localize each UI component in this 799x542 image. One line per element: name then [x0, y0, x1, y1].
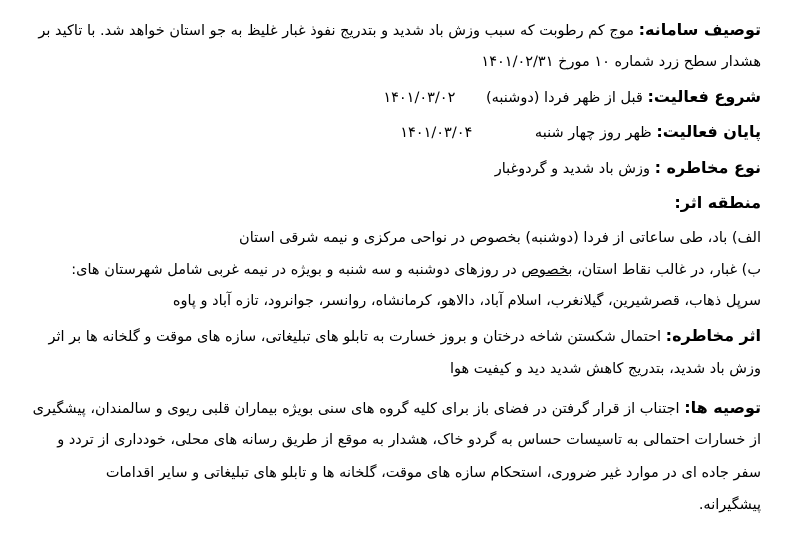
hazard-effect-text-2: وزش باد شدید، بتدریج کاهش شدید دید و کیفیت هوا: [450, 361, 761, 377]
end-activity-text: ظهر روز چهار شنبه: [534, 125, 652, 141]
description-label: توصیف سامانه:: [638, 20, 761, 39]
recommendations-text-4: پیشگیرانه.: [698, 497, 761, 513]
impact-area-item-b-start: ب) غبار، در غالب نقاط استان،: [576, 262, 761, 278]
hazard-effect-line-2: [450, 358, 761, 380]
recommendations-text-3: سفر جاده ای در موارد غیر ضروری، استحکام سازه های موقت، گلخانه ها و تابلو های تبلیغاتی و سایر اقدامات: [105, 465, 761, 481]
description-line-1: [38, 19, 761, 42]
impact-area-heading: [674, 192, 761, 215]
hazard-effect-line-1: [48, 325, 761, 348]
impact-area-item-b-underlined: بخصوص: [521, 262, 573, 278]
start-activity-label: شروع فعالیت:: [647, 87, 761, 106]
description-text-2: هشدار سطح زرد شماره ۱۰ مورخ ۱۴۰۱/۰۲/۳۱: [481, 54, 761, 70]
end-activity-label: پایان فعالیت:: [656, 122, 761, 141]
end-activity-date: ۱۴۰۱/۰۳/۰۴: [400, 125, 473, 141]
recommendations-line-3: [106, 462, 761, 484]
hazard-type-label: نوع مخاطره :: [654, 158, 761, 177]
recommendations-line-1: [33, 397, 761, 420]
start-activity-line: [383, 86, 761, 109]
impact-area-cities: [173, 290, 761, 312]
hazard-type-text: وزش باد شدید و گردوغبار: [494, 161, 650, 177]
hazard-type-line: [495, 157, 761, 180]
start-activity-text: قبل از ظهر فردا (دوشنبه): [486, 90, 643, 106]
impact-area-item-b-end: در روزهای دوشنبه و سه شنبه و بویژه در نیمه غربی شامل شهرستان های:: [71, 262, 517, 278]
recommendations-label: توصیه ها:: [684, 398, 761, 417]
description-line-2: [481, 51, 761, 73]
impact-area-cities-text: سرپل ذهاب، قصرشیرین، گیلانغرب، اسلام آباد، دالاهو، کرمانشاه، روانسر، جوانرود، تازه آباد و پاوه: [172, 293, 761, 309]
description-text-1: موج کم رطوبت که سبب وزش باد شدید و بتدریج نفوذ غبار غلیظ به جو استان خواهد شد. با تاکید بر: [38, 23, 634, 39]
recommendations-text-2: از خسارات احتمالی به تاسیسات حساس به گردو خاک، هشدار به موقع از طریق رسانه های محلی، خودداری از تردد و: [57, 432, 761, 448]
impact-area-item-a-text: الف) باد، طی ساعاتی از فردا (دوشنبه) بخصوص در نواحی مرکزی و نیمه شرقی استان: [239, 230, 761, 246]
end-activity-line: [400, 121, 761, 144]
impact-area-label: منطقه اثر:: [674, 193, 761, 212]
impact-area-item-b: [71, 259, 761, 281]
impact-area-item-a: [239, 227, 761, 249]
hazard-effect-label: اثر مخاطره:: [665, 326, 761, 345]
start-activity-date: ۱۴۰۱/۰۳/۰۲: [383, 90, 456, 106]
hazard-effect-text-1: احتمال شکستن شاخه درختان و بروز خسارت به تابلو های تبلیغاتی، سازه های موقت و گلخانه ها بر اثر: [48, 329, 662, 345]
recommendations-line-4: [699, 494, 761, 516]
recommendations-line-2: [57, 429, 761, 451]
recommendations-text-1: اجتناب از قرار گرفتن در فضای باز برای کلیه گروه های سنی بویژه بیماران قلبی ریوی و سالمندان، پیشگیری: [32, 401, 680, 417]
